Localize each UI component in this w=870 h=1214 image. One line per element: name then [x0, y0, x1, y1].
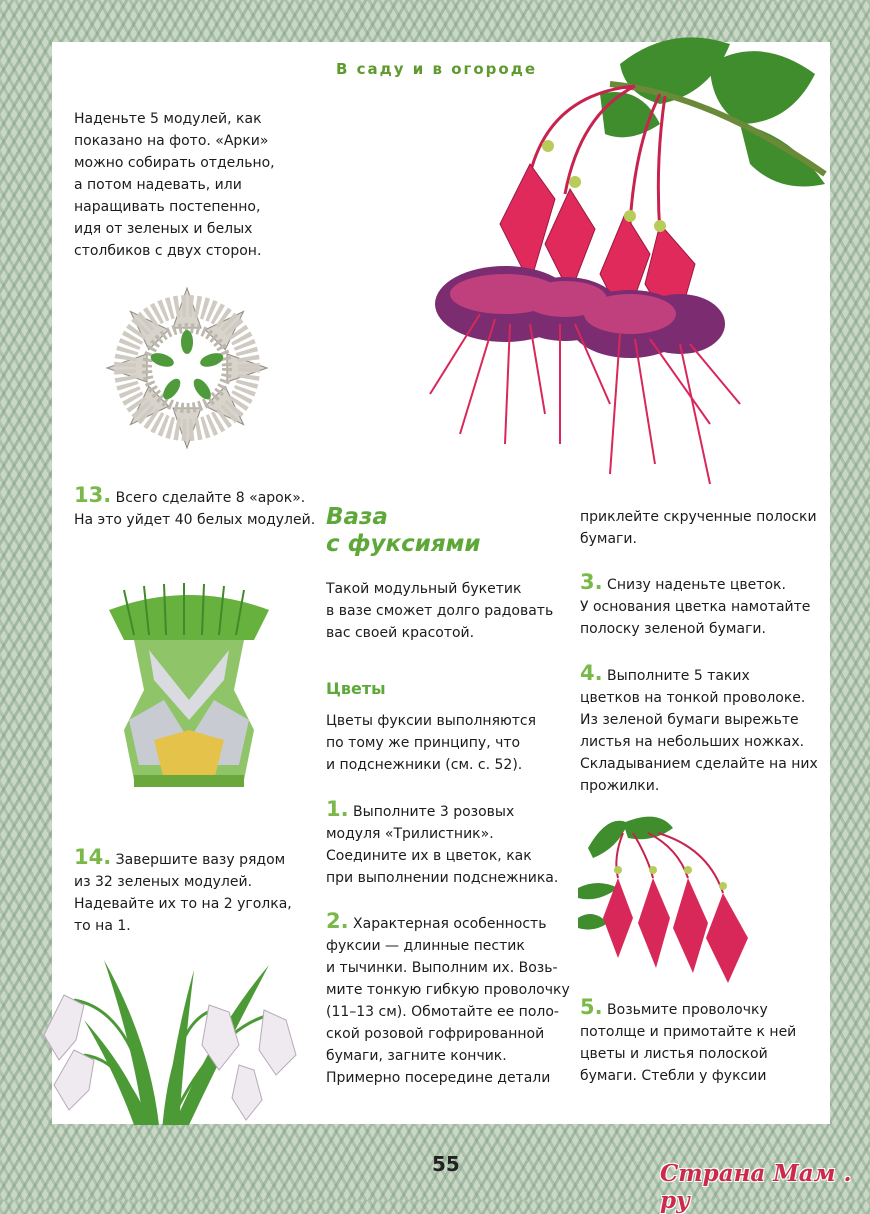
step-3-number: 3. — [580, 570, 603, 594]
watermark: Страна Мам . ру — [660, 1160, 852, 1214]
page-number: 55 — [432, 1152, 460, 1176]
step-2-continued: приклейте скрученные полоски бумаги. — [580, 509, 817, 547]
step-2-number: 2. — [326, 909, 349, 933]
section-title: В саду и в огороде — [336, 60, 538, 78]
vase-photo — [104, 580, 274, 810]
fuchsia-main-photo — [410, 24, 830, 494]
step-13: 13. Всего сделайте 8 «арок». На это уйдет 40 белых модулей. — [74, 483, 316, 528]
step-2: 2. Характерная особенность фуксии — длинные пестик и тычинки. Выполним их. Возь- мите тонкую гибкую проволочку (11–13 см). Обмотайте ее поло- ской розовой гофрированной бумаги, загните кончик. Примерно посередине детали — [326, 909, 570, 1086]
flowers-subheading: Цветы — [326, 679, 386, 698]
step-1-number: 1. — [326, 797, 349, 821]
step-4-number: 4. — [580, 661, 603, 685]
article-title: Ваза с фуксиями — [326, 504, 481, 557]
step-14-number: 14. — [74, 845, 112, 869]
step-14: 14. Завершите вазу рядом из 32 зеленых модулей. Надевайте их то на 2 уголка, то на 1. — [74, 845, 292, 934]
step-3: 3. Снизу наденьте цветок. У основания цветка намотайте полоску зеленой бумаги. — [580, 570, 811, 637]
step-1: 1. Выполните 3 розовых модуля «Трилистник». Соедините их в цветок, как при выполнении подснежника. — [326, 797, 559, 886]
step-5-number: 5. — [580, 995, 603, 1019]
step-13-number: 13. — [74, 483, 112, 507]
module-ring-photo — [92, 276, 282, 461]
flowers-intro: Цветы фуксии выполняются по тому же принципу, что и подснежники (см. с. 52). — [326, 713, 537, 773]
step-5: 5. Возьмите проволочку потолще и примотайте к ней цветы и листья полоской бумаги. Стебли у фуксии — [580, 995, 797, 1084]
snowdrops-photo — [14, 950, 310, 1130]
intro-text: Наденьте 5 модулей, как показано на фото. «Арки» можно собирать отдельно, а потом надевать, или наращивать постепенно, идя от зеленых и белых столбиков с двух сторон. — [74, 111, 275, 259]
step-4: 4. Выполните 5 таких цветков на тонкой проволоке. Из зеленой бумаги вырежьте листья на небольших ножках. Складыванием сделайте на них прожилки. — [580, 661, 818, 794]
fuchsia-small-photo — [578, 808, 768, 988]
article-intro: Такой модульный букетик в вазе сможет долго радовать вас своей красотой. — [326, 581, 554, 641]
